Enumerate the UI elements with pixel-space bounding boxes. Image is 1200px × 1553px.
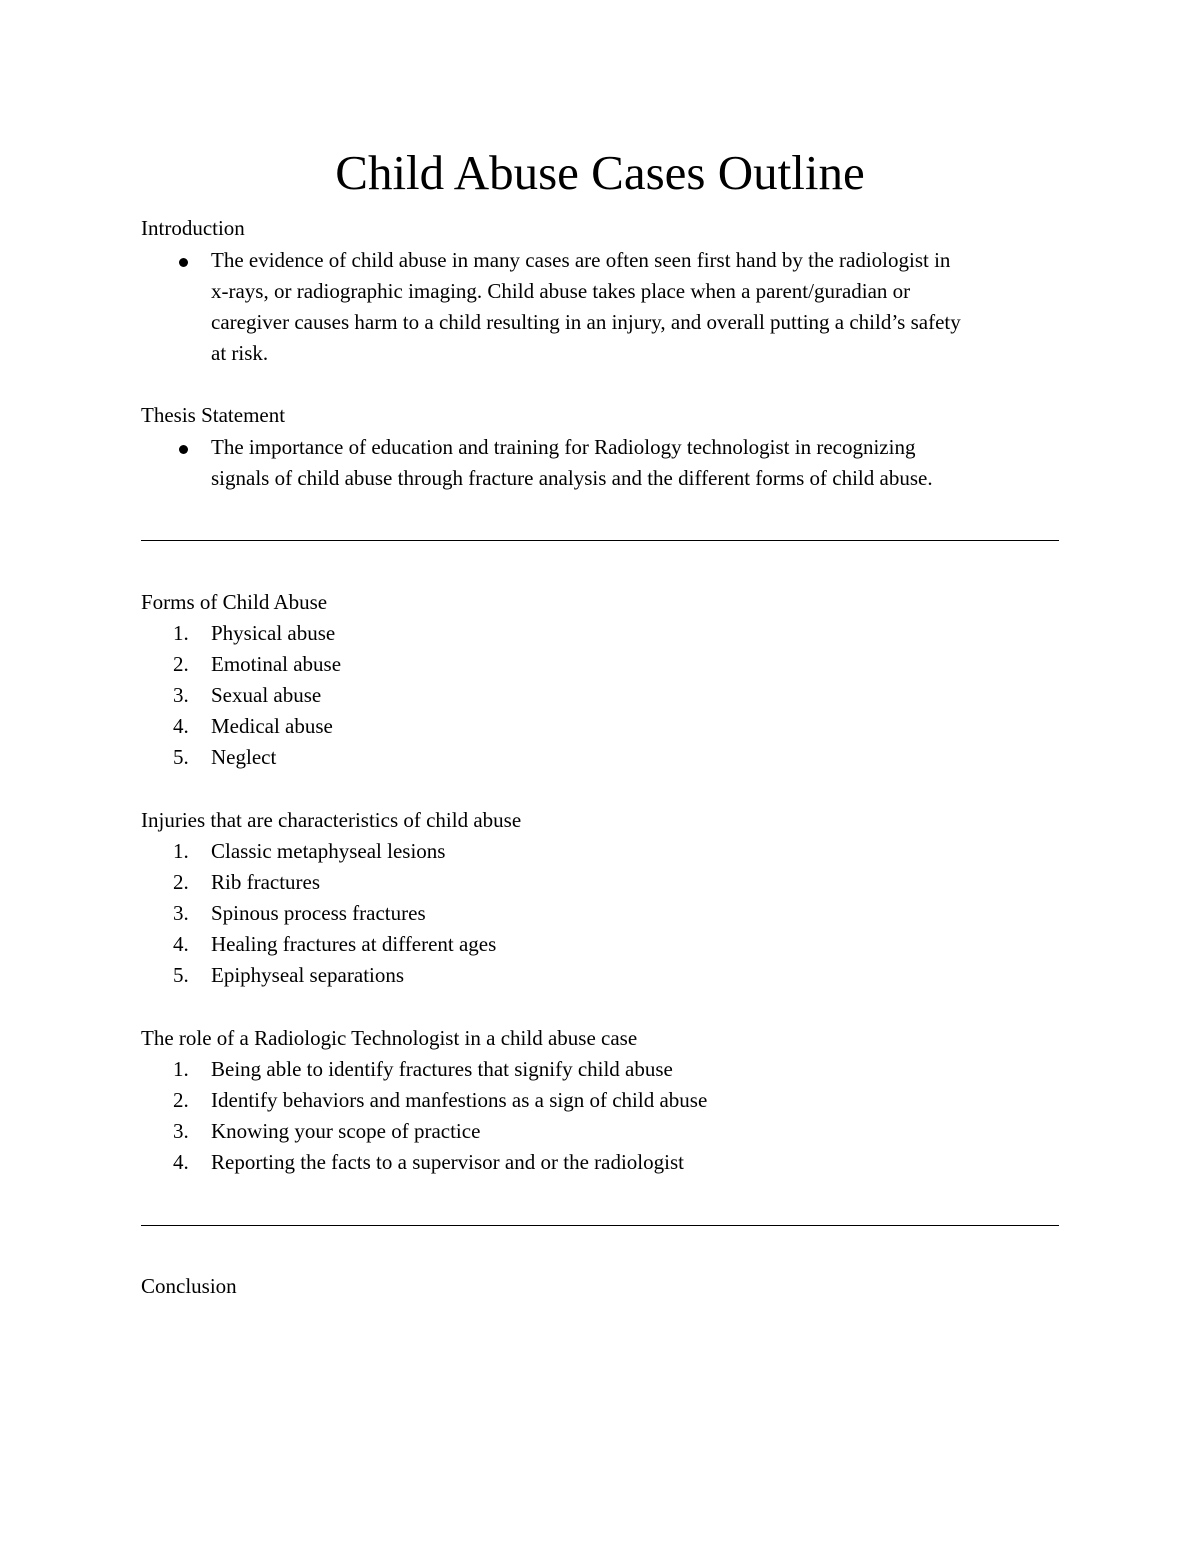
list-item — [0, 836, 446, 867]
list-number: 3. — [173, 901, 189, 925]
list-item — [0, 867, 321, 898]
introduction-line: at risk. — [211, 341, 269, 365]
section-divider — [141, 1225, 1059, 1226]
role-list — [0, 1054, 708, 1178]
list-item-text: Reporting the facts to a supervisor and or the radiologist — [211, 1150, 684, 1174]
list-item-text: Identify behaviors and manfestions as a sign of child abuse — [211, 1088, 708, 1112]
list-number: 5. — [173, 963, 189, 987]
list-number: 2. — [173, 1088, 189, 1112]
list-item-text: Knowing your scope of practice — [211, 1119, 481, 1143]
list-number: 5. — [173, 745, 189, 769]
thesis-heading: Thesis Statement — [141, 403, 286, 427]
list-number: 1. — [173, 621, 189, 645]
list-item-text: Sexual abuse — [211, 683, 322, 707]
thesis-line: The importance of education and training for Radiology technologist in recognizing — [211, 435, 916, 459]
introduction-line: x-rays, or radiographic imaging. Child abuse takes place when a parent/guradian or — [211, 279, 911, 303]
list-number: 1. — [173, 839, 189, 863]
introduction-line: caregiver causes harm to a child resulting in an injury, and overall putting a child’s safety — [211, 310, 961, 334]
role-heading: The role of a Radiologic Technologist in a child abuse case — [141, 1026, 638, 1050]
list-item — [0, 960, 405, 991]
injuries-list — [0, 836, 497, 991]
forms-heading: Forms of Child Abuse — [141, 590, 328, 614]
list-item-text: Medical abuse — [211, 714, 333, 738]
section-divider — [141, 540, 1059, 541]
forms-list — [0, 618, 342, 773]
list-number: 4. — [173, 1150, 189, 1174]
list-number: 1. — [173, 1057, 189, 1081]
list-item-text: Neglect — [211, 745, 277, 769]
list-item-text: Epiphyseal separations — [211, 963, 405, 987]
list-item-text: Healing fractures at different ages — [211, 932, 497, 956]
list-item — [0, 1085, 708, 1116]
list-number: 4. — [173, 932, 189, 956]
list-item — [0, 680, 322, 711]
conclusion-heading: Conclusion — [141, 1274, 237, 1298]
list-item — [0, 649, 342, 680]
list-item-text: Being able to identify fractures that signify child abuse — [211, 1057, 673, 1081]
list-item — [0, 1116, 481, 1147]
introduction-bullet-icon — [179, 258, 188, 267]
list-number: 4. — [173, 714, 189, 738]
list-item — [0, 1054, 673, 1085]
list-number: 2. — [173, 652, 189, 676]
list-item-text: Physical abuse — [211, 621, 336, 645]
list-item-text: Emotinal abuse — [211, 652, 342, 676]
thesis-bullet-icon — [179, 445, 188, 454]
list-item-text: Rib fractures — [211, 870, 321, 894]
list-item-text: Classic metaphyseal lesions — [211, 839, 446, 863]
list-item — [0, 1147, 684, 1178]
list-item-text: Spinous process fractures — [211, 901, 426, 925]
injuries-heading: Injuries that are characteristics of child abuse — [141, 808, 522, 832]
list-number: 3. — [173, 1119, 189, 1143]
introduction-line: The evidence of child abuse in many cases are often seen first hand by the radiologist in — [211, 248, 951, 272]
list-item — [0, 618, 336, 649]
list-number: 3. — [173, 683, 189, 707]
list-number: 2. — [173, 870, 189, 894]
page-title: Child Abuse Cases Outline — [335, 145, 865, 200]
introduction-heading: Introduction — [141, 216, 245, 240]
list-item — [0, 711, 333, 742]
thesis-line: signals of child abuse through fracture analysis and the different forms of child abuse. — [211, 466, 933, 490]
list-item — [0, 742, 277, 773]
list-item — [0, 929, 497, 960]
list-item — [0, 898, 426, 929]
